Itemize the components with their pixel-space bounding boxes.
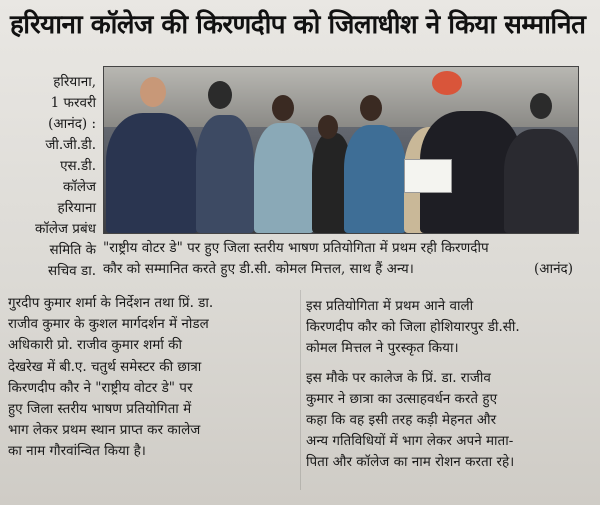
body-line: भाग लेकर प्रथम स्थान प्राप्त कर कालेज (8, 422, 201, 439)
body-line: इस मौके पर कालेज के प्रिं. डा. राजीव (306, 369, 491, 386)
headline: हरियाना कॉलेज की किरणदीप को जिलाधीश ने किया सम्मानित (10, 10, 586, 40)
person-head (360, 95, 382, 121)
body-line: कोमल मित्तल ने पुरस्कृत किया। (306, 340, 459, 357)
person-figure (344, 125, 406, 233)
body-line: अधिकारी प्रो. राजीव कुमार शर्मा की (8, 337, 183, 354)
caption-line: कौर को सम्मानित करते हुए डी.सी. कोमल मित्तल, साथ हैं अन्य। (आनंद) (103, 259, 583, 280)
body-line: का नाम गौरवांन्वित किया है। (8, 443, 146, 460)
certificate (404, 159, 452, 193)
lead-line: एस.डी. (60, 158, 96, 174)
lead-line: कॉलेज (62, 179, 96, 195)
lead-line: हरियाना, (53, 74, 96, 90)
person-head (272, 95, 294, 121)
body-line: राजीव कुमार के कुशल मार्गदर्शन में नोडल (8, 316, 209, 333)
photo-caption (103, 238, 583, 280)
person-figure (504, 129, 578, 233)
body-line: अन्य गतिविधियों में भाग लेकर अपने माता- (306, 433, 514, 450)
body-line: पिता और कॉलेज का नाम रोशन करता रहे। (306, 454, 515, 471)
body-line: कुमार ने छात्रा का उत्साहवर्धन करते हुए (306, 390, 498, 407)
person-turban (432, 71, 462, 95)
body-line: इस प्रतियोगिता में प्रथम आने वाली (306, 298, 474, 314)
person-head (208, 81, 232, 109)
lead-line: 1 फरवरी (50, 95, 96, 111)
person-figure (196, 115, 254, 233)
person-head (318, 115, 338, 139)
lead-column (8, 72, 96, 282)
caption-credit: (आनंद) (534, 261, 573, 277)
body-right-column (306, 296, 594, 474)
lead-line: जी.जी.डी. (45, 137, 96, 153)
person-head (530, 93, 552, 119)
body-line: गुरदीप कुमार शर्मा के निर्देशन तथा प्रिं. डा. (8, 295, 214, 311)
person-head (140, 77, 166, 107)
column-divider (300, 290, 301, 490)
lead-line: हरियाना (57, 200, 96, 216)
lead-line: (आनंद) : (48, 116, 96, 132)
person-figure (254, 123, 314, 233)
lead-line: सचिव डा. (47, 263, 96, 279)
body-line: हुए जिला स्तरीय भाषण प्रतियोगिता में (8, 401, 192, 418)
body-line: कहा कि वह इसी तरह कड़ी मेहनत और (306, 412, 497, 429)
news-photo (103, 66, 579, 234)
body-line: किरणदीप कौर ने "राष्ट्रीय वोटर डे" पर (8, 379, 193, 396)
person-figure (106, 113, 198, 233)
body-line: किरणदीप कौर को जिला होशियारपुर डी.सी. (306, 319, 520, 336)
body-line: देखरेख में बी.ए. चतुर्थ समेस्टर की छात्रा (8, 358, 202, 375)
caption-line: "राष्ट्रीय वोटर डे" पर हुए जिला स्तरीय भाषण प्रतियोगिता में प्रथम रही किरणदीप (103, 240, 489, 256)
lead-line: समिति के (49, 242, 96, 258)
lead-line: कॉलेज प्रबंध (34, 221, 96, 237)
body-left-column (8, 293, 300, 463)
